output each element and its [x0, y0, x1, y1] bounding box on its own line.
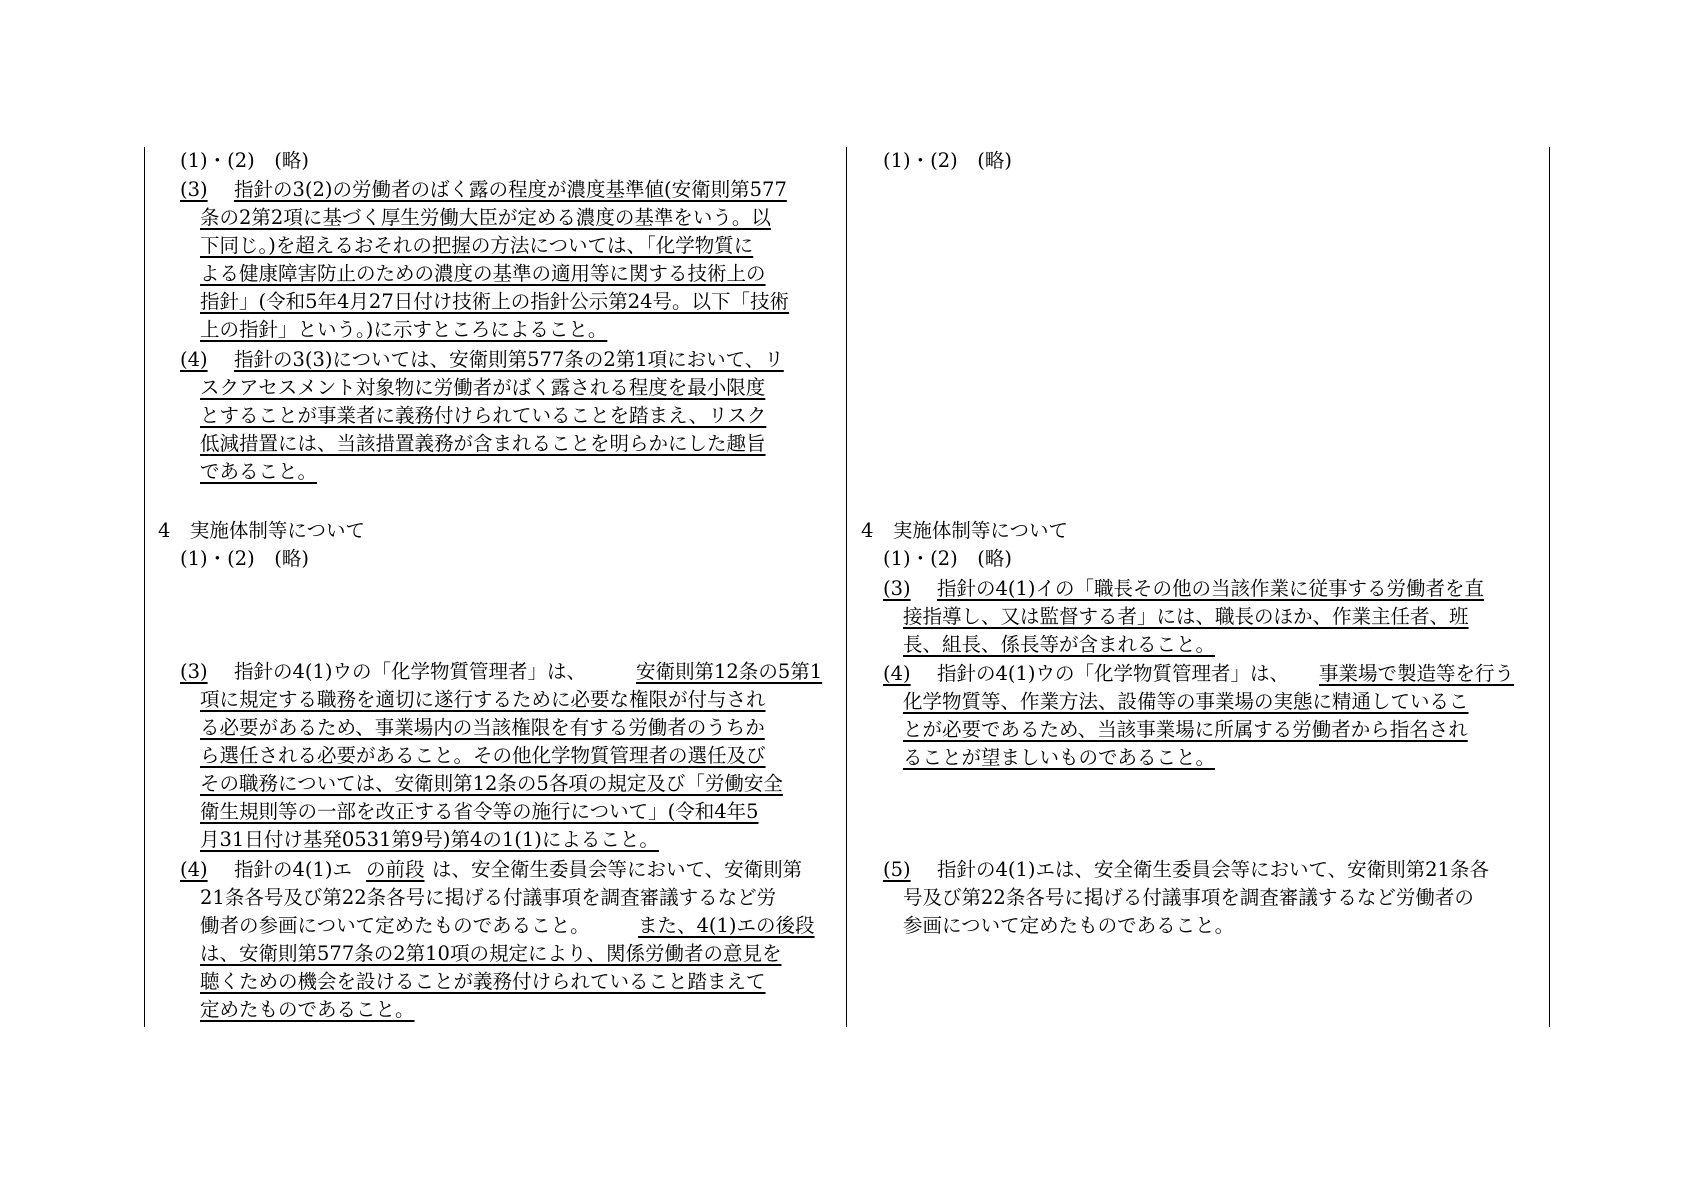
right-item-3-line: 接指導し、又は監督する者」には、職長のほか、作業主任者、班 — [903, 605, 1469, 628]
right-item-5-line: 指針の4(1)エは、安全衛生委員会等において、安衛則第21条各 — [937, 858, 1489, 881]
left-item-3b-line: る必要があるため、事業場内の当該権限を有する労働者のうちか — [200, 716, 765, 739]
left-item-4-line: であること。 — [200, 460, 318, 483]
left-item-4b-line: 指針の4(1)エ — [234, 858, 353, 881]
right-item-5-line: 号及び第22条各号に掲げる付議事項を調査審議するなど労働者の — [903, 886, 1474, 909]
left-item-3b-line: 衛生規則等の一部を改正する省令等の施行について」(令和4年5 — [200, 800, 759, 823]
left-item-3-line: 条の2第2項に基づく厚生労働大臣が定める濃度の基準をいう。以 — [200, 206, 771, 229]
right-paragraph-1-2-omitted: (1)・(2) (略) — [883, 149, 1012, 172]
left-item-3b-line: ら選任される必要があること。その他化学物質管理者の選任及び — [200, 744, 766, 767]
left-item-4b-line: 聴くための機会を設けることが義務付けられていること踏まえて — [200, 970, 766, 993]
left-item-3-label: (3) — [180, 178, 208, 201]
left-item-4b-line: 働者の参画について定めたものであること。 — [200, 914, 590, 937]
rule-middle — [846, 147, 847, 1027]
left-item-3-line: 指針の3(2)の労働者のばく露の程度が濃度基準値(安衛則第577 — [234, 178, 787, 201]
left-item-3b-line: 月31日付け基発0531第9号)第4の1(1)によること。 — [200, 828, 659, 851]
left-item-4-line: 低減措置には、当該措置義務が含まれることを明らかにした趣旨 — [200, 432, 766, 455]
right-item-4-line: 事業場で製造等を行う — [1319, 662, 1515, 685]
left-item-4b-line: の前段 — [366, 858, 425, 881]
left-item-3b-line: 指針の4(1)ウの「化学物質管理者」は、 — [234, 660, 587, 683]
right-section-heading: 4 実施体制等について — [861, 519, 1069, 542]
right-item-5-label: (5) — [883, 858, 911, 881]
right-item-4-line: 化学物質等、作業方法、設備等の事業場の実態に精通しているこ — [903, 690, 1469, 713]
left-item-4-label: (4) — [180, 348, 208, 371]
right-item-3-label: (3) — [883, 577, 911, 600]
rule-right — [1549, 147, 1550, 1027]
left-item-3-line: 下同じ。)を超えるおそれの把握の方法については、「化学物質に — [200, 234, 754, 257]
left-item-3b-line: 項に規定する職務を適切に遂行するために必要な権限が付与され — [200, 688, 766, 711]
right-item-4-line: とが必要であるため、当該事業場に所属する労働者から指名され — [903, 718, 1468, 741]
left-item-3b-label: (3) — [180, 660, 208, 683]
left-item-4b-label: (4) — [180, 858, 208, 881]
left-paragraph-1-2-omitted: (1)・(2) (略) — [180, 149, 309, 172]
right-item-4-line: 指針の4(1)ウの「化学物質管理者」は、 — [937, 662, 1290, 685]
right-item-3-line: 指針の4(1)イの「職長その他の当該作業に従事する労働者を直 — [937, 577, 1485, 600]
left-item-3b-line: その職務については、安衛則第12条の5各項の規定及び「労働安全 — [200, 772, 783, 795]
left-item-4-line: 指針の3(3)については、安衛則第577条の2第1項において、リ — [234, 348, 784, 371]
left-item-4-line: とすることが事業者に義務付けられていることを踏まえ、リスク — [200, 404, 767, 427]
left-item-4b-line: 定めたものであること。 — [200, 998, 415, 1021]
left-section-heading: 4 実施体制等について — [158, 519, 366, 542]
rule-left — [144, 147, 145, 1027]
right-paragraph-1-2-omitted: (1)・(2) (略) — [883, 547, 1012, 570]
right-item-3-line: 長、組長、係長等が含まれること。 — [903, 633, 1216, 656]
right-item-5-line: 参画について定めたものであること。 — [903, 914, 1235, 937]
left-paragraph-1-2-omitted: (1)・(2) (略) — [180, 547, 309, 570]
left-item-4-line: スクアセスメント対象物に労働者がばく露される程度を最小限度 — [200, 376, 766, 399]
left-item-4b-line: また、4(1)エの後段 — [638, 914, 815, 937]
right-item-4-line: ることが望ましいものであること。 — [903, 746, 1216, 769]
left-item-4b-line: は、安衛則第577条の2第10項の規定により、関係労働者の意見を — [200, 942, 782, 965]
left-item-4b-line: 21条各号及び第22条各号に掲げる付議事項を調査審議するなど労 — [200, 886, 777, 909]
left-item-3b-line: 安衛則第12条の5第1 — [636, 660, 823, 683]
left-item-3-line: 指針」(令和5年4月27日付け技術上の指針公示第24号。以下「技術 — [200, 290, 790, 313]
left-item-3-line: 上の指針」という。)に示すところによること。 — [200, 318, 608, 341]
left-item-3-line: よる健康障害防止のための濃度の基準の適用等に関する技術上の — [200, 262, 766, 285]
right-item-4-label: (4) — [883, 662, 911, 685]
left-item-4b-line: は、安全衛生委員会等において、安衛則第 — [432, 858, 803, 881]
